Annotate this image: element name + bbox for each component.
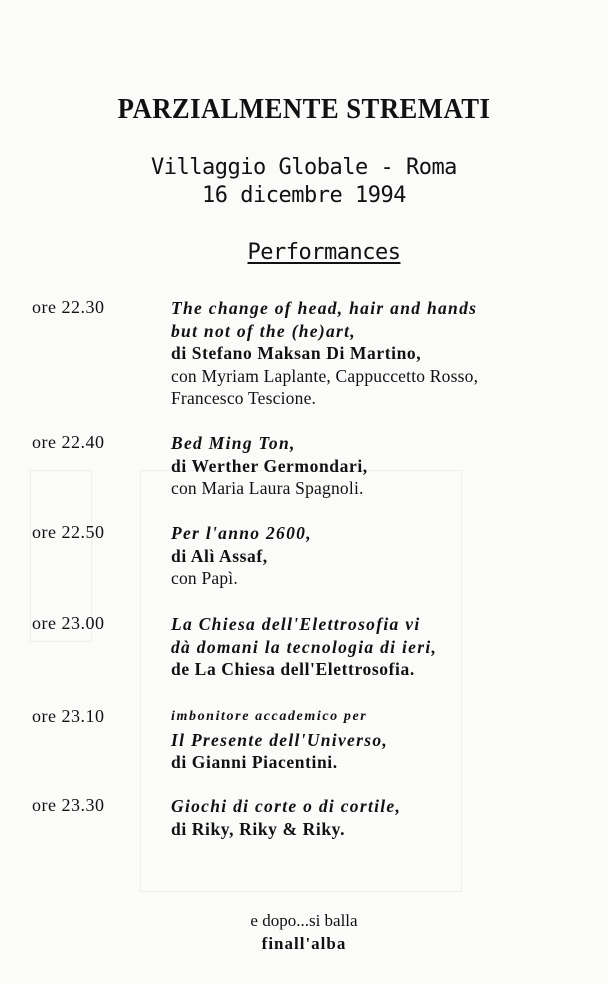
entry-time: ore 22.30 — [32, 297, 105, 317]
performance-author: di Riky, Riky & Riky. — [171, 818, 346, 839]
performance-author: di Stefano Maksan Di Martino, — [171, 343, 422, 363]
performance-title: Per l'anno 2600, — [171, 523, 312, 543]
page-title: PARZIALMENTE STREMATI — [117, 93, 491, 125]
entry-details — [171, 432, 601, 500]
event-date: 16 dicembre 1994 — [202, 183, 406, 208]
performance-role: imbonitore accademico per — [171, 709, 368, 724]
performance-cast: con Myriam Laplante, Cappuccetto Rosso, — [171, 365, 479, 386]
entry-details — [171, 795, 601, 840]
entry-time: ore 23.30 — [32, 795, 105, 815]
performance-title: La Chiesa dell'Elettrosofia vi — [171, 614, 421, 634]
closing-note-emphasis: finall'alba — [261, 934, 347, 953]
performance-author: di Alì Assaf, — [171, 545, 268, 566]
performance-title: The change of head, hair and hands — [171, 298, 478, 318]
performance-cast: Francesco Tescione. — [171, 388, 317, 408]
entry-time: ore 22.50 — [32, 522, 105, 542]
entry-time: ore 22.40 — [32, 432, 105, 452]
performance-title: Bed Ming Ton, — [171, 433, 296, 453]
performance-title: Il Presente dell'Universo, — [171, 729, 389, 750]
section-heading: Performances — [247, 240, 401, 265]
entry-time: ore 23.10 — [32, 706, 105, 726]
entry-details — [171, 613, 601, 681]
entry-details — [171, 706, 601, 774]
entry-time: ore 23.00 — [32, 613, 105, 633]
performance-title: Giochi di corte o di cortile, — [171, 796, 402, 816]
performance-author: di Werther Germondari, — [171, 455, 368, 476]
performance-cast: con Papì. — [171, 568, 238, 588]
entry-details — [171, 297, 601, 410]
performance-cast: con Maria Laura Spagnoli. — [171, 478, 364, 498]
performance-author: di Gianni Piacentini. — [171, 752, 338, 772]
venue: Villaggio Globale - Roma — [151, 155, 457, 180]
performance-title: dà domani la tecnologia di ieri, — [171, 636, 438, 657]
entry-details — [171, 522, 601, 590]
performance-author: de La Chiesa dell'Elettrosofia. — [171, 659, 415, 679]
closing-note: e dopo...si balla — [250, 911, 358, 930]
performance-title: but not of the (he)art, — [171, 320, 356, 341]
